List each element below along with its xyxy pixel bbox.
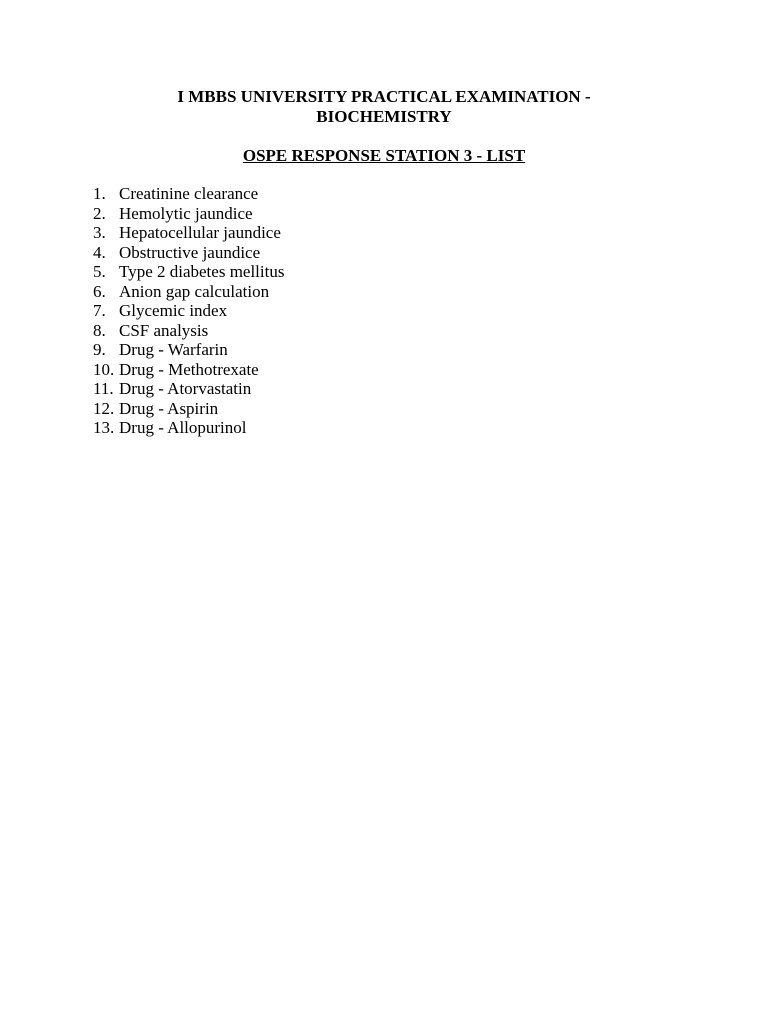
list-item <box>93 418 284 438</box>
list-item <box>93 301 284 321</box>
station-item-list <box>93 184 284 438</box>
list-item-text: Type 2 diabetes mellitus <box>119 262 285 281</box>
list-item <box>93 262 284 282</box>
list-item-text: Anion gap calculation <box>119 281 270 301</box>
list-item-text: Drug - Allopurinol <box>119 418 247 437</box>
list-item <box>93 340 284 360</box>
list-item <box>93 223 284 243</box>
list-item <box>93 204 284 224</box>
list-item <box>93 184 284 204</box>
list-item-number: 13. <box>93 418 115 437</box>
list-item-number: 3. <box>93 223 106 242</box>
list-item <box>93 282 284 302</box>
list-item-text: CSF analysis <box>119 320 209 340</box>
document-title-line-1: I MBBS UNIVERSITY PRACTICAL EXAMINATION - <box>177 87 591 106</box>
station-subtitle: OSPE RESPONSE STATION 3 - LIST <box>242 146 526 165</box>
list-item <box>93 321 284 341</box>
list-item-text: Drug - Aspirin <box>119 398 219 418</box>
list-item-text: Drug - Atorvastatin <box>119 379 252 398</box>
list-item-text: Drug - Methotrexate <box>119 359 259 379</box>
list-item <box>93 360 284 380</box>
list-item <box>93 399 284 419</box>
list-item-number: 1. <box>93 184 106 203</box>
list-item-number: 5. <box>93 262 106 281</box>
list-item-number: 6. <box>93 281 106 301</box>
list-item-text: Hepatocellular jaundice <box>119 223 281 242</box>
list-item-number: 10. <box>93 359 115 379</box>
list-item <box>93 243 284 263</box>
list-item-number: 4. <box>93 242 106 262</box>
list-item-number: 8. <box>93 320 106 340</box>
list-item-text: Obstructive jaundice <box>119 242 261 262</box>
list-item-number: 9. <box>93 340 106 359</box>
list-item <box>93 379 284 399</box>
list-item-number: 7. <box>93 301 106 320</box>
list-item-text: Creatinine clearance <box>119 184 259 203</box>
list-item-text: Hemolytic jaundice <box>119 203 253 223</box>
list-item-number: 2. <box>93 203 106 223</box>
list-item-number: 11. <box>93 379 114 398</box>
list-item-text: Glycemic index <box>119 301 228 320</box>
document-title-line-2: BIOCHEMISTRY <box>316 107 452 126</box>
list-item-number: 12. <box>93 398 115 418</box>
list-item-text: Drug - Warfarin <box>119 340 228 359</box>
